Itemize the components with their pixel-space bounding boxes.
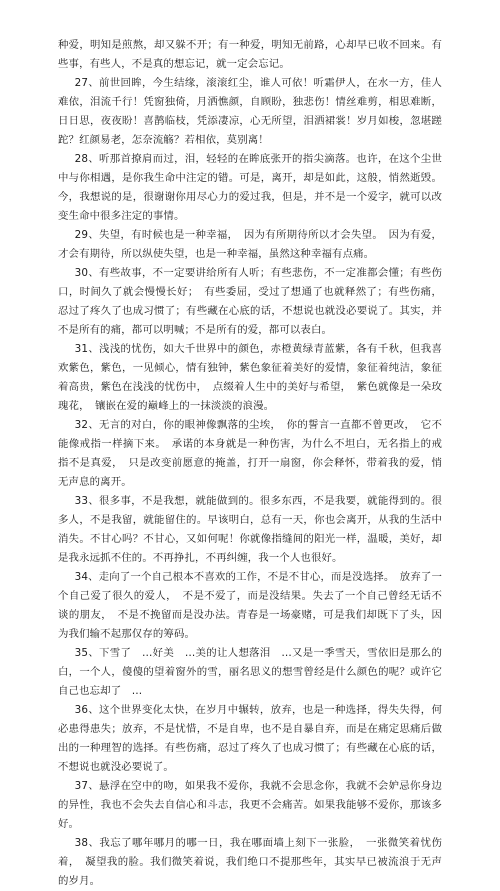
paragraph-35: 35、下雪了 …好美 …美的让人想落泪 …又是一季雪天，雪依旧是那么的白，一个人，傻傻的望着窗外的雪，丽名思义的想雪曾经是什么颜色的呢？或许它自己也忘却了 … (58, 647, 442, 697)
paragraph-32: 32、无言的对白，你的眼神像飘落的尘埃， 你的誓言一直都不曾更改， 它不能像戒指一样摘下来。 承诺的本身就是一种伤害，为什么不坦白，无名指上的戒指不是真爱， 只是改变前愿意的掩盖，打开一扇窗，你会释怀，带着我的爱，悄无声息的离开。 (58, 419, 442, 488)
paragraph-29: 29、失望，有时候也是一种幸福， 因为有所期待所以才会失望。 因为有爱，才会有期待，所以纵使失望，也是一种幸福，虽然这种幸福有点痛。 (58, 229, 442, 260)
paragraph-34: 34、走向了一个自己根本不喜欢的工作，不是不甘心，而是没选择。 放弃了一个自己爱了很久的爱人， 不是不爱了，而是没结果。失去了一个自己曾经无话不谈的朋友， 不是不挽留而是没办法。青春是一场豪赌，可是我们却既下了头，因为我们输不起那仅存的筹码。 (58, 571, 442, 640)
paragraph-37: 37、悬浮在空中的吻，如果我不爱你，我就不会思念你，我就不会妒忌你身边的异性，我也不会失去自信心和斗志，我更不会痛苦。如果我能够不爱你，那该多好。 (58, 780, 442, 830)
paragraph-28: 28、听那首撩肩而过，泪，轻轻的在眸底张开的指尖滴落。也许，在这个尘世中与你相遇，是你我生命中注定的错。可是，离开，却是如此，这般，悄然逝毁。今，我想说的是，很谢谢你用尽心力的爱过我，但是，并不是一个爱字，就可以改变生命中很多注定的事情。 (58, 153, 442, 222)
paragraph-36: 36、这个世界变化太快，在岁月中辗转，放弃，也是一种选择，得失失得，何必患得患失；放弃，不是忧惜，不是自卑，也不是自暴自弃，而是在痛定思痛后做出的一种理智的选择。有些伤痛，忍过了疼久了也成习惯了；有些藏在心底的话，不想说也就没必要说了。 (58, 704, 442, 773)
paragraph-30: 30、有些故事，不一定要讲给所有人听；有些悲伤，不一定准都会懂；有些伤口，时间久了就会慢慢长好； 有些委屈，受过了想通了也就释然了；有些伤痛，忍过了疼久了也成习惯了；有些藏在心底的话，不想说也就没必要说了。其实，并不是所有的痛，都可以明喊；不是所有的爱，都可以表白。 (58, 267, 442, 336)
paragraph-38: 38、我忘了哪年哪月的哪一日，我在哪面墙上刻下一张脸， 一张微笑着忧伤着， 凝望我的脸。我们微笑着说，我们绝口不提那些年，其实早已被流浪于无声的岁月。 (58, 837, 442, 887)
paragraph-33: 33、很多事，不是我想，就能做到的。很多东西，不是我要，就能得到的。很多人，不是我留，就能留住的。早该明白，总有一天，你也会离开，从我的生活中消失。不甘心吗？不甘心，又如何呢！你就像指缝间的阳光一样，温暖，美好，却是我永远抓不住的。不再挣扎，不再纠缠，我一个人也很好。 (58, 495, 442, 564)
paragraph-27: 27、前世回眸，今生结缘，滚滚红尘，谁人可依！听霜伊人，在水一方，佳人难依，泪流千行！凭窗独倚，月洒憔颜，自顾盼，独悲伤！情丝难剪，相思难断，日日思，夜夜盼！喜鹊临枝，凭添凄凉，心无所望，泪洒裙裳！岁月如梭，忽堪蹉跎？红颜易老，怎奈流觞？若相依，莫别离！ (58, 77, 442, 146)
paragraph-26-tail: 种爱，明知是煎熬，却又躲不开；有一种爱，明知无前路，心却早已收不回来。有些事，有些人，不是真的想忘记，就一定会忘记。 (58, 39, 442, 70)
paragraph-31: 31、浅浅的忧伤，如大千世界中的颜色，赤橙黄绿青蓝紫，各有千秋，但我喜欢紫色，紫色，一见倾心，情有独钟，紫色象征着美好的爱情，象征着纯洁，象征着高贵，紫色在浅浅的忧伤中， 点缀着人生中的美好与希望， 紫色就像是一朵玫瑰花， 镶嵌在爱的巅峰上的一抹淡淡的浪漫。 (58, 343, 442, 412)
